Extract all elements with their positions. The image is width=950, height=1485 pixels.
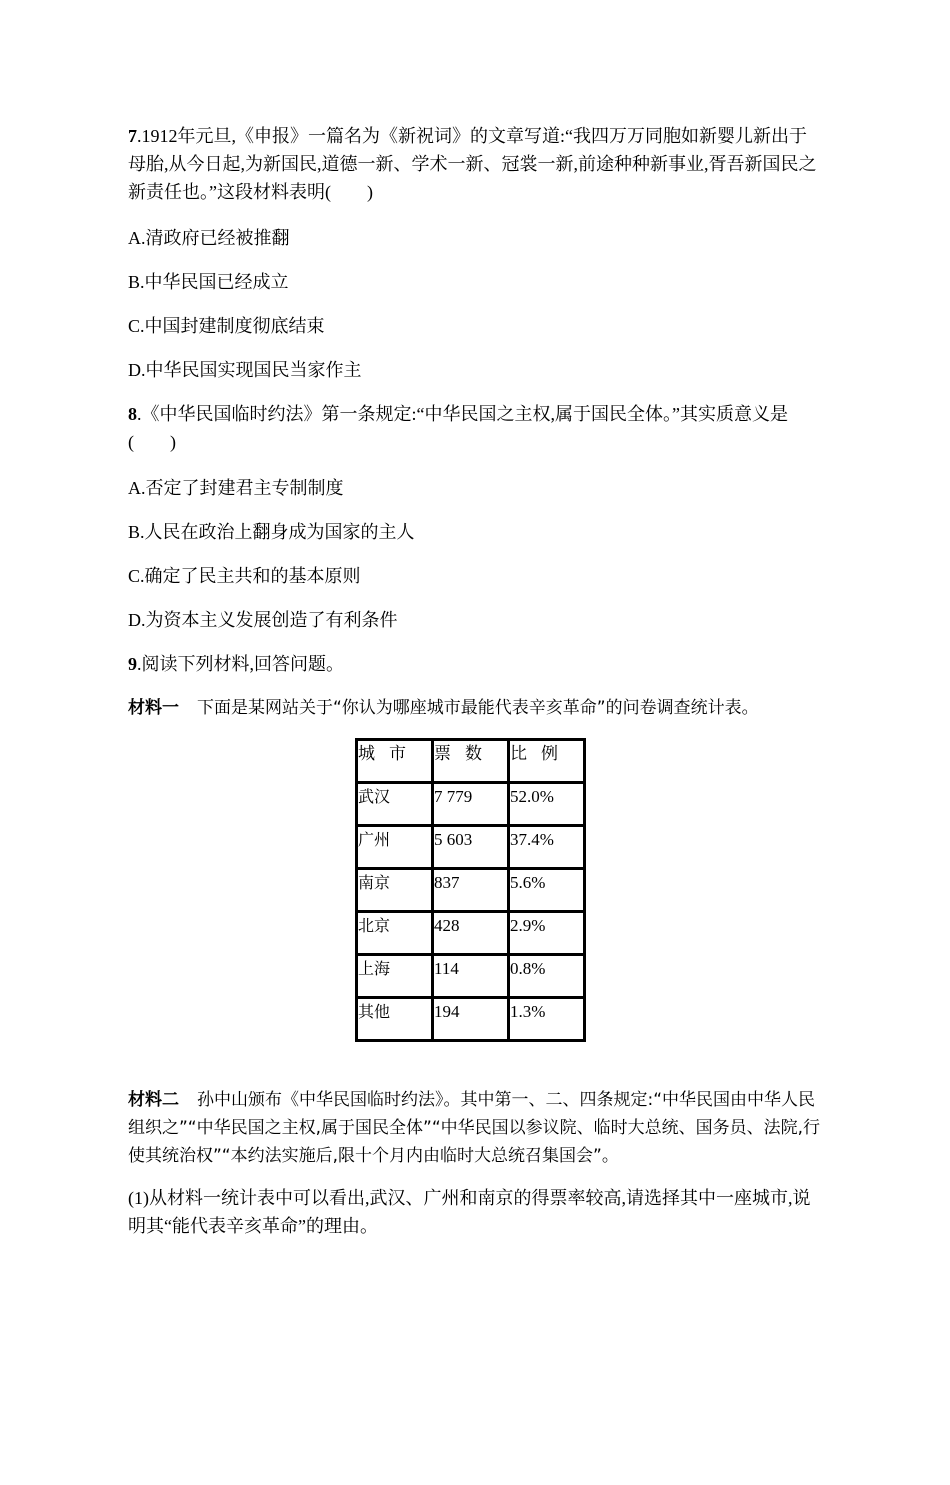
table-cell: 武汉: [357, 783, 433, 826]
option-a: A.否定了封建君主专制制度: [128, 478, 344, 498]
document-page: [128, 122, 823, 1240]
table-row: [357, 998, 585, 1041]
material-label: 材料二: [128, 1090, 179, 1110]
table-row: [357, 826, 585, 869]
table-header: 票数: [433, 740, 509, 783]
table-cell: 上海: [357, 955, 433, 998]
table-cell: 广州: [357, 826, 433, 869]
table-cell: 114: [433, 955, 509, 998]
question-7-stem: 7.1912年元旦,《申报》一篇名为《新祝词》的文章写道:“我四万万同胞如新婴儿新出于母胎,从今日起,为新国民,道德一新、学术一新、冠裳一新,前途种种新事业,胥吾新国民之新责任也。”这段材料表明( ): [128, 126, 817, 202]
table-cell: 南京: [357, 869, 433, 912]
option-a: A.清政府已经被推翻: [128, 228, 290, 248]
table-cell: 428: [433, 912, 509, 955]
table-cell: 其他: [357, 998, 433, 1041]
table-cell: 北京: [357, 912, 433, 955]
table-cell: 52.0%: [509, 783, 585, 826]
table-cell: 5 603: [433, 826, 509, 869]
table-cell: 7 779: [433, 783, 509, 826]
option-b: B.中华民国已经成立: [128, 272, 289, 292]
material-1: 材料一 下面是某网站关于“你认为哪座城市最能代表辛亥革命”的问卷调查统计表。: [128, 698, 759, 718]
table-cell: 0.8%: [509, 955, 585, 998]
option-b: B.人民在政治上翻身成为国家的主人: [128, 522, 415, 542]
sub-question-1: (1)从材料一统计表中可以看出,武汉、广州和南京的得票率较高,请选择其中一座城市,说明其“能代表辛亥革命”的理由。: [128, 1188, 811, 1236]
table-header-row: [357, 740, 585, 783]
question-number: 7: [128, 126, 137, 146]
survey-table: [355, 738, 586, 1042]
table-header: 比例: [509, 740, 585, 783]
question-9-stem: 9.阅读下列材料,回答问题。: [128, 654, 344, 674]
table-row: [357, 783, 585, 826]
question-number: 8: [128, 404, 137, 424]
table-cell: 837: [433, 869, 509, 912]
table-cell: 2.9%: [509, 912, 585, 955]
table-row: [357, 869, 585, 912]
option-d: D.中华民国实现国民当家作主: [128, 360, 362, 380]
table-header: 城市: [357, 740, 433, 783]
table-cell: 5.6%: [509, 869, 585, 912]
option-c: C.中国封建制度彻底结束: [128, 316, 325, 336]
table-cell: 37.4%: [509, 826, 585, 869]
material-2: 材料二 孙中山颁布《中华民国临时约法》。其中第一、二、四条规定:“中华民国由中华人民组织之”“中华民国之主权,属于国民全体”“中华民国以参议院、临时大总统、国务员、法院,行使其统治权”“本约法实施后,限十个月内由临时大总统召集国会”。: [128, 1090, 821, 1166]
table-row: [357, 912, 585, 955]
question-number: 9: [128, 654, 137, 674]
option-d: D.为资本主义发展创造了有利条件: [128, 610, 398, 630]
option-c: C.确定了民主共和的基本原则: [128, 566, 361, 586]
table-cell: 194: [433, 998, 509, 1041]
question-8-stem: 8.《中华民国临时约法》第一条规定:“中华民国之主权,属于国民全体。”其实质意义是( ): [128, 404, 788, 452]
table-cell: 1.3%: [509, 998, 585, 1041]
material-label: 材料一: [128, 698, 179, 718]
table-row: [357, 955, 585, 998]
